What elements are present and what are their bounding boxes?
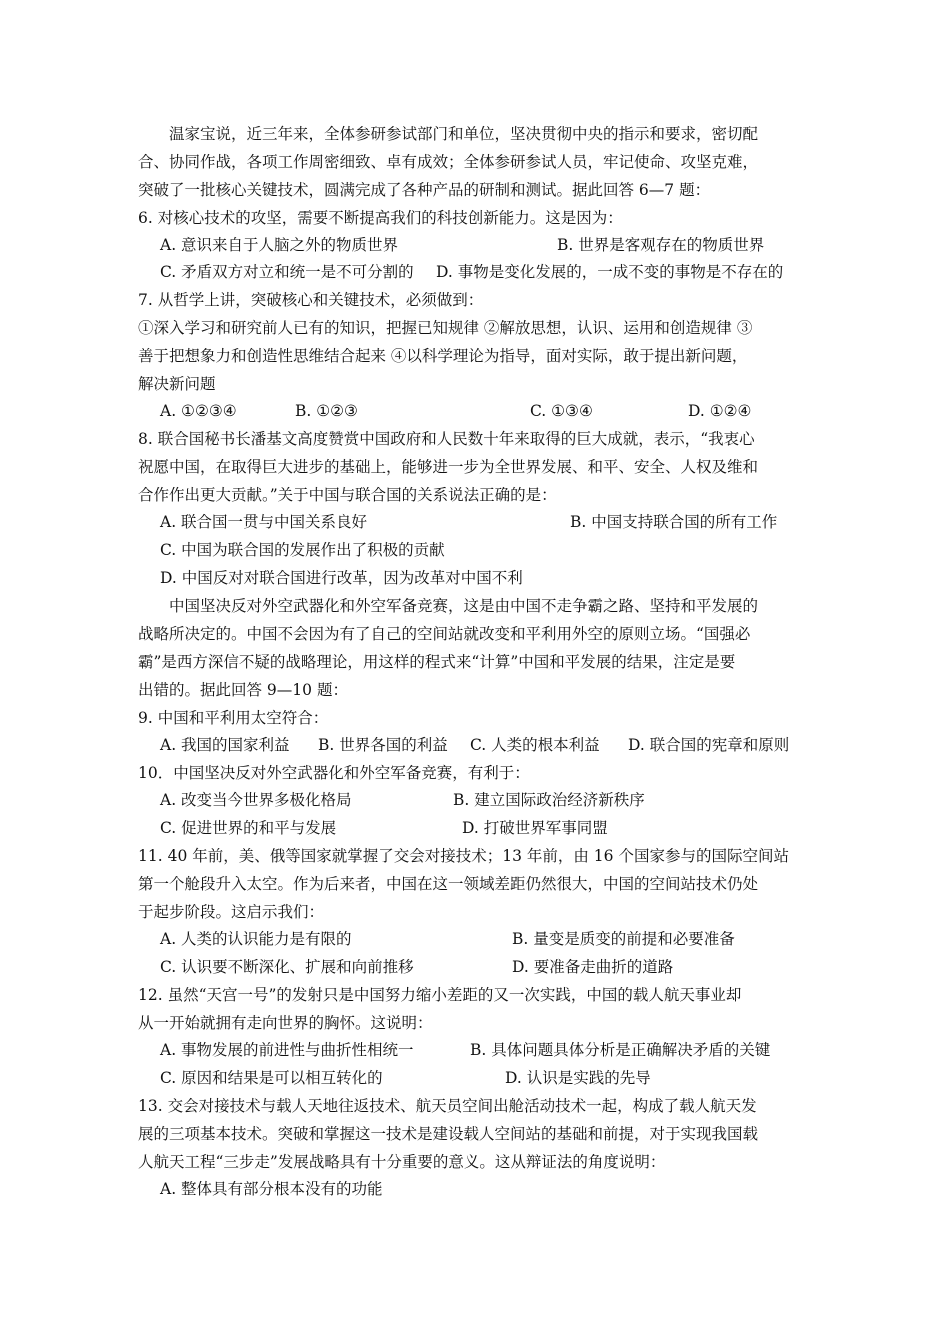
question-8-stem-line-2: 祝愿中国，在取得巨大进步的基础上，能够进一步为全世界发展、和平、安全、人权及维和 <box>138 458 759 476</box>
option-6c: C. 矛盾双方对立和统一是不可分割的 <box>160 263 414 281</box>
question-11-stem-line-1: 11. 40 年前，美、俄等国家就掌握了交会对接技术；13 年前，由 16 个国家参与的国际空间站 <box>138 847 789 865</box>
option-6b: B. 世界是客观存在的物质世界 <box>557 236 765 254</box>
question-8-options-row-1 <box>160 512 860 532</box>
question-6-stem: 6. 对核心技术的攻坚，需要不断提高我们的科技创新能力。这是因为： <box>138 209 623 227</box>
question-11-stem-line-2: 第一个舱段升入太空。作为后来者，中国在这一领域差距仍然很大，中国的空间站技术仍处 <box>138 875 759 893</box>
question-11-stem-line-3: 于起步阶段。这启示我们： <box>138 903 325 921</box>
option-10d: D. 打破世界军事同盟 <box>462 819 608 837</box>
option-10b: B. 建立国际政治经济新秩序 <box>453 791 645 809</box>
option-9c: C. 人类的根本利益 <box>470 736 600 754</box>
option-7b: B. ①②③ <box>295 402 358 420</box>
question-11-options-row-1 <box>160 929 860 949</box>
question-13-stem-line-2: 展的三项基本技术。突破和掌握这一技术是建设载人空间站的基础和前提，对于实现我国载 <box>138 1125 759 1143</box>
passage-9-10-line-3: 霸”是西方深信不疑的战略理论，用这样的程式来“计算”中国和平发展的结果，注定是要 <box>138 653 736 671</box>
passage-9-10-line-2: 战略所决定的。中国不会因为有了自己的空间站就改变和平利用外空的原则立场。“国强必 <box>138 625 751 643</box>
question-11-options-row-2 <box>160 957 860 977</box>
question-12-stem-line-2: 从一开始就拥有走向世界的胸怀。这说明： <box>138 1014 433 1032</box>
question-10-options-row-2 <box>160 818 860 838</box>
option-13a: A. 整体具有部分根本没有的功能 <box>160 1180 383 1198</box>
question-9-options <box>160 735 860 755</box>
question-7-options <box>160 401 860 421</box>
question-6-options-row-1 <box>160 235 860 255</box>
question-7-statements-line-2: 善于把想象力和创造性思维结合起来 ④以科学理论为指导，面对实际，敢于提出新问题， <box>138 347 748 365</box>
option-9a: A. 我国的国家利益 <box>160 736 290 754</box>
option-8d: D. 中国反对对联合国进行改革，因为改革对中国不利 <box>160 569 523 587</box>
option-7d: D. ①②④ <box>688 402 752 420</box>
question-12-options-row-2 <box>160 1068 860 1088</box>
question-7-statements-line-1: ①深入学习和研究前人已有的知识，把握已知规律 ②解放思想，认识、运用和创造规律 ③ <box>138 319 753 337</box>
question-8-options-row-3 <box>160 568 860 588</box>
passage-6-7-line-1: 温家宝说，近三年来，全体参研参试部门和单位，坚决贯彻中央的指示和要求，密切配 <box>169 125 759 143</box>
question-10-stem: 10．中国坚决反对外空武器化和外空军备竞赛，有利于： <box>138 764 530 782</box>
option-9d: D. 联合国的宪章和原则 <box>628 736 790 754</box>
option-12a: A. 事物发展的前进性与曲折性相统一 <box>160 1041 414 1059</box>
question-13-options <box>160 1179 860 1199</box>
question-12-options-row-1 <box>160 1040 860 1060</box>
question-8-stem-line-1: 8. 联合国秘书长潘基文高度赞赏中国政府和人民数十年来取得的巨大成就，表示，“我衷心 <box>138 430 755 448</box>
option-11b: B. 量变是质变的前提和必要准备 <box>512 930 735 948</box>
question-6-options-row-2 <box>160 262 860 282</box>
option-8b: B. 中国支持联合国的所有工作 <box>570 513 778 531</box>
option-8c: C. 中国为联合国的发展作出了积极的贡献 <box>160 541 445 559</box>
option-6d: D. 事物是变化发展的，一成不变的事物是不存在的 <box>436 263 784 281</box>
question-7-stem: 7. 从哲学上讲，突破核心和关键技术，必须做到： <box>138 291 484 309</box>
option-6a: A. 意识来自于人脑之外的物质世界 <box>160 236 399 254</box>
option-12b: B. 具体问题具体分析是正确解决矛盾的关键 <box>470 1041 771 1059</box>
option-8a: A. 联合国一贯与中国关系良好 <box>160 513 368 531</box>
option-7a: A. ①②③④ <box>160 402 237 420</box>
option-11c: C. 认识要不断深化、扩展和向前推移 <box>160 958 414 976</box>
option-11d: D. 要准备走曲折的道路 <box>512 958 674 976</box>
option-10c: C. 促进世界的和平与发展 <box>160 819 337 837</box>
passage-6-7-line-3: 突破了一批核心关键技术，圆满完成了各种产品的研制和测试。据此回答 6—7 题： <box>138 181 711 199</box>
question-8-stem-line-3: 合作作出更大贡献。”关于中国与联合国的关系说法正确的是： <box>138 486 557 504</box>
option-12d: D. 认识是实践的先导 <box>505 1069 651 1087</box>
question-13-stem-line-3: 人航天工程“三步走”发展战略具有十分重要的意义。这从辩证法的角度说明： <box>138 1153 666 1171</box>
passage-9-10-line-4: 出错的。据此回答 9—10 题： <box>138 681 348 699</box>
question-9-stem: 9. 中国和平利用太空符合： <box>138 709 329 727</box>
passage-6-7-line-2: 合、协同作战，各项工作周密细致、卓有成效；全体参研参试人员，牢记使命、攻坚克难， <box>138 153 759 171</box>
question-7-statements-line-3: 解决新问题 <box>138 375 216 393</box>
passage-9-10-line-1: 中国坚决反对外空武器化和外空军备竞赛，这是由中国不走争霸之路、坚持和平发展的 <box>169 597 759 615</box>
option-7c: C. ①③④ <box>530 402 593 420</box>
option-10a: A. 改变当今世界多极化格局 <box>160 791 352 809</box>
question-12-stem-line-1: 12. 虽然“天宫一号”的发射只是中国努力缩小差距的又一次实践，中国的载人航天事业却 <box>138 986 742 1004</box>
question-13-stem-line-1: 13. 交会对接技术与载人天地往返技术、航天员空间出舱活动技术一起，构成了载人航天发 <box>138 1097 757 1115</box>
question-10-options-row-1 <box>160 790 860 810</box>
option-12c: C. 原因和结果是可以相互转化的 <box>160 1069 383 1087</box>
option-9b: B. 世界各国的利益 <box>318 736 448 754</box>
question-8-options-row-2 <box>160 540 860 560</box>
option-11a: A. 人类的认识能力是有限的 <box>160 930 352 948</box>
